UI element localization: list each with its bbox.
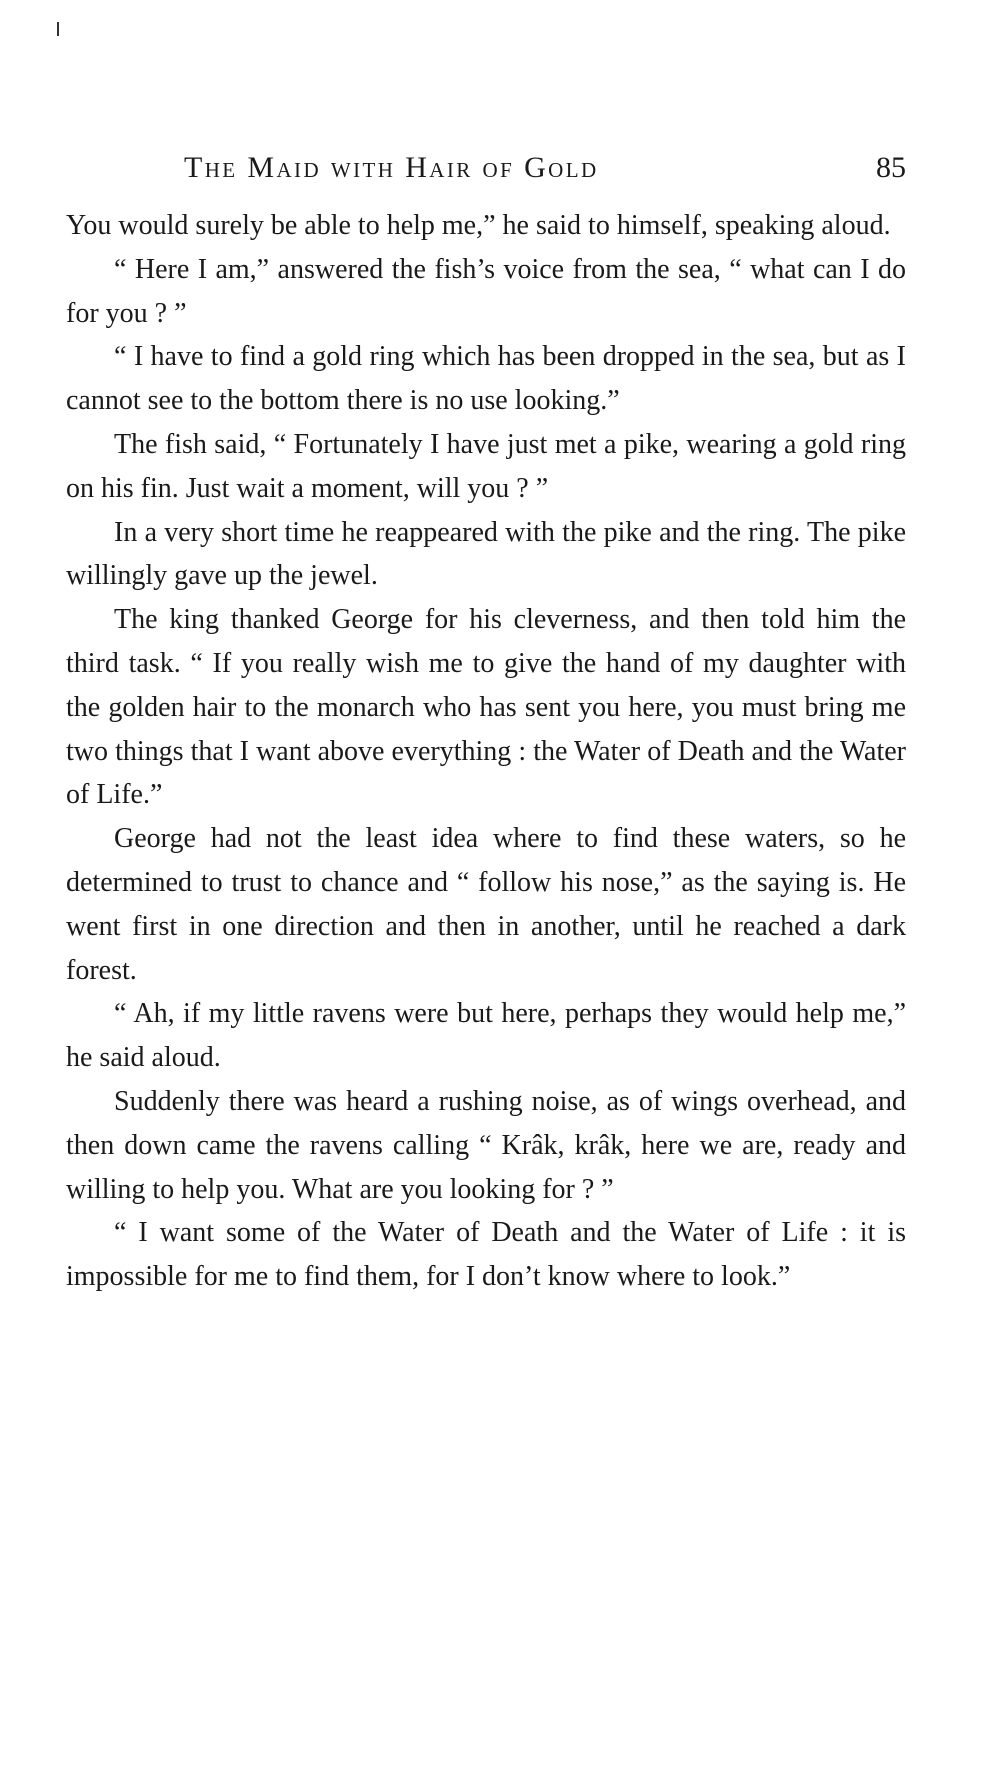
paragraph: “ Here I am,” answered the fish’s voice from the sea, “ what can I do for you ? ”	[66, 253, 906, 329]
paragraph: George had not the least idea where to find these waters, so he determined to trust to chance and “ follow his nose,” as the saying is. He went first in one direction and then in another, until he reached a dark forest.	[66, 823, 906, 986]
paragraph: In a very short time he reappeared with the pike and the ring. The pike willingly gave up the jewel.	[66, 516, 906, 592]
paragraph-continued: You would surely be able to help me,” he said to himself, speaking aloud.	[66, 210, 891, 241]
paragraph: The fish said, “ Fortunately I have just met a pike, wearing a gold ring on his fin. Just wait a moment, will you ? ”	[66, 428, 906, 504]
running-header	[66, 144, 906, 192]
paragraph: The king thanked George for his cleverness, and then told him the third task. “ If you really wish me to give the hand of my daughter with the golden hair to the monarch who has sent you here, you must bring me two things that I want above everything : the Water of Death and the Water of Life.”	[66, 604, 906, 811]
paragraph: “ I want some of the Water of Death and the Water of Life : it is impossible for me to find them, for I don’t know where to look.”	[66, 1217, 906, 1293]
body-text	[66, 204, 906, 1299]
running-title: The Maid with Hair of Gold	[184, 151, 599, 184]
print-speck	[57, 22, 59, 36]
paragraph: “ I have to find a gold ring which has been dropped in the sea, but as I cannot see to the bottom there is no use looking.”	[66, 341, 906, 417]
page-number: 85	[876, 151, 906, 184]
paragraph: “ Ah, if my little ravens were but here, perhaps they would help me,” he said aloud.	[66, 998, 906, 1074]
paragraph: Suddenly there was heard a rushing noise, as of wings overhead, and then down came the ravens calling “ Krâk, krâk, here we are, ready and willing to help you. What are you looking for ? ”	[66, 1085, 906, 1205]
